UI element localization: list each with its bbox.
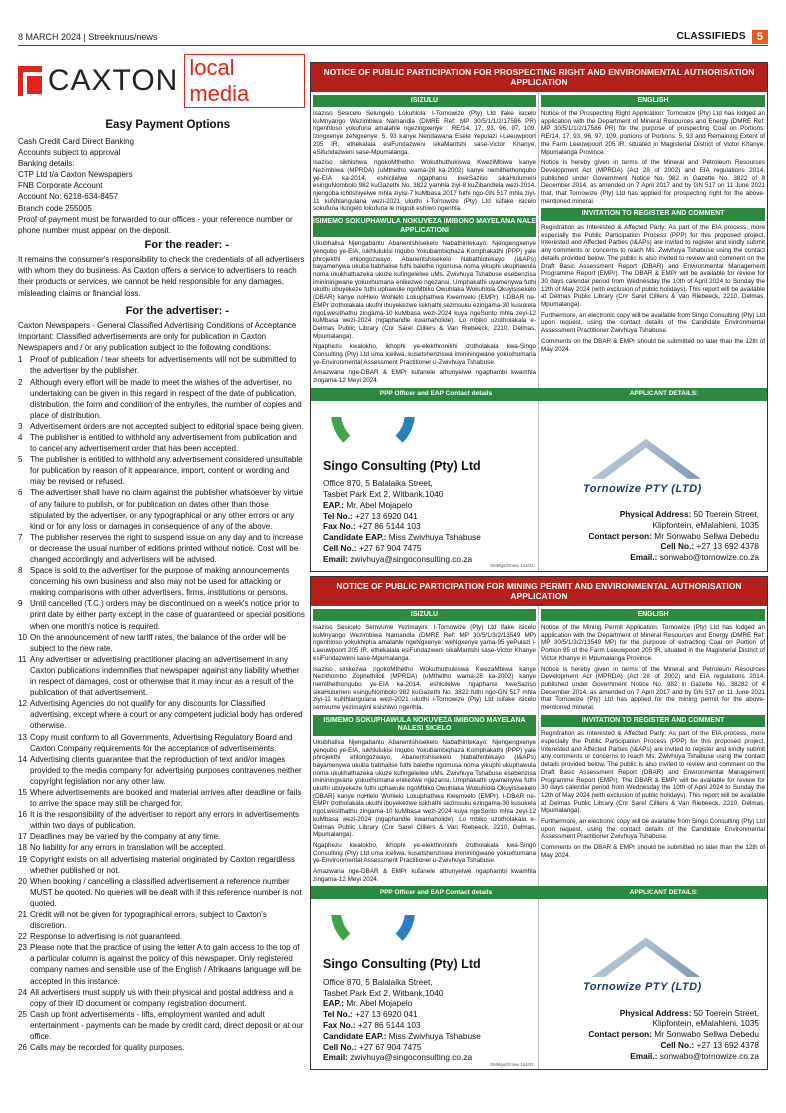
term-text: Copyright exists on all advertising material originated by Caxton regardless whether published or not. xyxy=(30,854,296,875)
term-item xyxy=(18,987,305,1009)
singo-eap: EAP.: Mr. Abel Mojapelo xyxy=(323,998,413,1009)
zu-paragraph: Isaziso sikhishwa ngokoMthetho Wokuthuthukiswa KweziMbiwa kanye Nezimbiwa (MPRDA) (uMthetho wama-28 ka-2002) kanye nemithethonqubo ye-EIA ka-2014, eshicilelwe ngaphansi kweSaziso sikaHulumeni esinguNombolo 982 kuGazethi No. 3822 yamhla ziyi-8 kuZibandlela wezi-2014, njengoba ichitshiyelwe mhla ziyisi-7 kuMbasa 2017 futhi ngo-GN 517 mhla ziyi-11 kuNhlangulana wezi-2021 ukuthi i-Tornowize (Pty) Ltd isifake isicelo sokufuna ilungelo lokufuna le migodi eshiwo ngenhla. xyxy=(313,159,536,213)
term-item xyxy=(18,487,305,531)
term-item xyxy=(18,1009,305,1042)
singo-name: Singo Consulting (Pty) Ltd xyxy=(323,458,481,473)
en-paragraph: Furthermore, an electronic copy will be available from Singo Consulting (Pty) Ltd upon request, using the contact details of the Candidate Environmental Assessment Practitioner Zwivhuya Tshabuse. xyxy=(541,818,765,841)
payment-line: FNB Corporate Account xyxy=(18,181,103,191)
tornowize-logo-text: Tornowize PTY (LTD) xyxy=(583,482,702,495)
term-number: 8 xyxy=(18,566,23,576)
term-number: 11 xyxy=(18,654,27,664)
zu-paragraph: Amazwana nge-DBAR & EMPr kufanele athunyelwe ngaphambi kwamhla zingama-12 Meyi 2024. xyxy=(313,369,536,385)
term-item xyxy=(18,454,305,487)
term-text: Cash up front advertisements - lifts, employment wanted and adult entertainment - payments can be made by credit card, direct deposit or at our office. xyxy=(30,1009,304,1042)
term-number: 10 xyxy=(18,632,27,642)
page-date-publication: 8 MARCH 2024 | Streeknuus/news xyxy=(18,32,158,42)
term-item xyxy=(18,942,305,986)
tw-address: Physical Address: 50 Toerein Street, xyxy=(619,1007,759,1018)
roof-icon xyxy=(591,937,701,977)
en-paragraph: Registration as Interested & Affected Party: As part of the EIA process, more especially the Public Participation Process (PPP) for this proposed project, Interested and Affected Parties (I&APs) are invited to register and kindly submit any comments or concerns to reach Ms. Zwivhuya Tshabuse using the contact details provided below. The public is also invited to review and comment on the Draft Basic Assessment Report (DBAR) and Environmental Management Programme Report (EMPr). The DBAR & EMPr will be available for review for 30 days calendar period from Wednesday the 10th of April 2024 to Sunday the 12th of May 2024 (with exclusion of public holidays). This report will be available at Delmas Public Library (Cnr Sarel Cilliers & Van Riebeeck, 2210, Delmas, Mpumalanga). xyxy=(541,730,765,815)
singo-cell: Cell No.: +27 67 904 7475 xyxy=(323,542,422,553)
term-text: Proof of publication / tear sheets for advertisements will not be submitted to the advertiser by the publisher. xyxy=(30,355,297,376)
payment-line: Banking details: xyxy=(18,159,75,169)
term-item xyxy=(18,842,305,853)
payment-line: Accounts subject to approval xyxy=(18,148,121,158)
zu-paragraph: Ngaphezu kwalokho, ikhophi ye-elekthronikhi izotholakala kwa-Singo Consulting (Pty) Ltd uma iceliwa, kusetshenziswa imininingwane yokuxhumana ye-Environmental Assessment Practitioner u-Zwivhuya Tshabuse. xyxy=(313,343,536,366)
term-text: Credit will not be given for typographical errors, subject to Caxton's discretion. xyxy=(30,910,267,931)
zu-invite-label: ISIMEMO SOKUPHAWULA NOKUVEZA IMIBONO MAYELANA NALESI SICELO xyxy=(313,715,536,736)
term-item xyxy=(18,354,305,376)
term-number: 17 xyxy=(18,832,27,842)
advertiser-intro: Caxton Newspapers - General Classified Advertising Conditions of Acceptance Important: Classified advertisements are only for publication in Caxton Newspapers and / or any publication subject to the following conditions: xyxy=(18,321,297,353)
tornowize-contact xyxy=(539,899,767,1069)
term-number: 16 xyxy=(18,810,27,820)
term-text: Response to advertising is not guaranteed. xyxy=(30,932,183,942)
en-paragraph: Notice of the Mining Permit Application: Tornowize (Pty) Ltd has lodged an application with the Department of Mineral Resources and Energy (DMRE Ref: MP 30/5/1/3/2/13549 MP) for the purpose of extracting Coal on Portion of Portion 95 of the Farm Leeuwpoort 205 IR, situated in the Magisterial District of Victor Khanye in Mpumalanga Province. xyxy=(541,624,765,662)
applicant-label: APPLICANT DETAILS: xyxy=(629,889,699,897)
notice-body xyxy=(311,606,767,887)
term-text: The publisher is entitled to withhold any advertisement from publication and to cancel any advertisement order that has been accepted. xyxy=(30,432,297,454)
term-number: 15 xyxy=(18,787,27,797)
tw-cell: Cell No.: +27 13 692 4378 xyxy=(660,1039,759,1050)
ad-reference: SMMga/Gmee 144/31 xyxy=(489,563,534,569)
tw-contact: Contact person: Mr Sonwabo Sellwa Debedu xyxy=(588,530,759,541)
term-number: 14 xyxy=(18,754,27,764)
term-text: The publisher is entitled to withhold any advertisement considered unsuitable for publication by reason of it appearance, import, content or wording and may be revised or refused. xyxy=(30,455,303,487)
zu-paragraph: Ngaphezu kwalokho, ikhophi ye-elekthronikhi izotholakala kwa-Singo Consulting (Pty) Ltd uma iceliwa, kusetshenziswa imininingwane yokuxhumana ye-Environmental Assessment Practitioner u-Zwivhuya Tshabuse. xyxy=(313,841,536,865)
notice-mining-permit xyxy=(310,576,768,1070)
singo-address-line: Tasbet Park Ext 2, Witbank,1040 xyxy=(323,488,444,499)
term-number: 23 xyxy=(18,943,27,953)
english-label: ENGLISH xyxy=(541,95,765,108)
term-number: 2 xyxy=(18,377,23,387)
term-item xyxy=(18,754,305,787)
ppp-contact-label: PPP Officer and EAP Contact details xyxy=(379,390,493,398)
term-number: 26 xyxy=(18,1043,27,1053)
header-rule xyxy=(18,45,768,46)
en-paragraph: Furthermore, an electronic copy will be available from Singo Consulting (Pty) Ltd upon request, using the contact details of the Candidate Environmental Assessment Practitioner Zwivhuya Tshabuse. xyxy=(541,311,765,335)
term-text: Any advertiser or advertising practitioner placing an advertisement in any Caxton publications indemnifies that newspaper against any liability whether in respect of damages, cost or otherwise that it may incur as a result of the publication of that advertisement. xyxy=(30,654,300,698)
tornowize-details xyxy=(588,1008,759,1062)
term-number: 6 xyxy=(18,488,23,498)
tw-cell: Cell No.: +27 13 692 4378 xyxy=(660,541,759,552)
en-paragraph: Notice is hereby given in terms of the Mineral and Petroleum Resources Development Act (MPRDA) (Act 28 of 2002) and EIA regulations 2014, published under Government Notice No. 982 in Gazette No. 3822 of 8 December 2014, as amended on 7 April 2017 and by GN 517 on 11 June 2021 that, that Tornowize (Pty) Ltd has applied for prospecting right for the above-mentioned mineral. xyxy=(541,159,765,205)
term-number: 3 xyxy=(18,421,23,431)
term-text: Advertising clients guarantee that the reproduction of text and/or images provided to the media company for advertising purposes contravenes neither copyright legislation nor any other law. xyxy=(30,754,302,786)
notice-title: NOTICE OF PUBLIC PARTICIPATION FOR MINING PERMIT AND ENVIRONMENTAL AUTHORISATION APPLICATION xyxy=(311,577,767,606)
term-text: Please note that the practice of using the letter A to gain access to the top of a particular column is against the policy of this newspaper. Only registered company names and sensible use of the English / Afrikaans language will be accepted in this instance. xyxy=(30,943,301,986)
zu-invite-label: ISIMEMO SOKUPHAWULA NOKUVEZA IMIBONO MAYELANA NALE APPLICATIONI xyxy=(313,216,536,237)
term-item xyxy=(18,876,305,909)
reader-title: For the reader: - xyxy=(144,238,229,251)
payment-line: Cash Credit Card Direct Banking xyxy=(18,137,135,147)
term-text: Advertisement orders are not accepted subject to editorial space being given. xyxy=(30,421,304,431)
notice-body xyxy=(311,92,767,388)
term-text: Where advertisements are booked and material arrives after deadline or fails to arrive the space may still be charged for. xyxy=(30,787,302,809)
singo-contact xyxy=(311,401,539,571)
term-number: 4 xyxy=(18,432,23,442)
term-number: 5 xyxy=(18,455,23,465)
singo-email[interactable]: Email: zwivhuya@singoconsulting.co.za xyxy=(323,1052,473,1063)
singo-email[interactable]: Email: zwivhuya@singoconsulting.co.za xyxy=(323,553,473,564)
zu-paragraph: Ukubhalisa Njengabantu Abanentshisekelo Nabathintekayo: Njengengxenye yenqubo ye-EIA, iukhlulukisi Inqubo Yokubambiqhaza Komphakathi (PPP) yale phrojekthi ehlongozwayo, Abanentshisekelo Nabathintekayo (I&APs) bayamenywa ukuba babhalise futhi balethe ngomusa noma yikuphi ukuphawula noma ukukhathazeka ukuze kufingelelwe uMs. Zwivhuya Tshabuse esebenzisa imininingwane yokuxhumana enikezwe ngezansi. Umphakathi uyamenywa futhi ukuthi ubuyekeze futhi uphawule ngoMbiko Owuhlaka Wokuhlola Okuyisisekelo (DBAR) kanye noHlelo Wohlelo Lokuphathwa Kwemvelo (EMPr). I-DBAR ne-EMPr izotholakala ukuthi ibuyekezwe isikhathi sezinsuku ezingama-30 kusukela ngoLwesithathu zingama-10 kuMbasa wezi-2024 kuya ngeSonto mhla zeyi-12 kuMbasa wezi-2024 (ngaphandle kwamaholide). Lo mbiko uzotholakala e-Delmas Public Library (Cnr Sarel Cilliers & Van Riebeeck, 2210, Delmas, Mpumalanga). xyxy=(313,240,536,340)
term-text: Deadlines may be varied by the company at any time. xyxy=(30,832,221,842)
en-paragraph: Notice is hereby given in terms of the Mineral and Petroleum Resources Development Act (MPRDA) (Act 28 of 2002) and EIA regulations 2014, published under Government Notice No. 982 in Gazette No. 38282 of 4 December 2014, as amended on 7 April 2017 and by GN 517 on 11 June 2021 that Tornowize (Pty) Ltd has applied for the mining permit for the above-mentioned mineral. xyxy=(541,665,765,712)
payment-line: Account No: 6218-634-8457 xyxy=(18,192,119,202)
singo-tel: Tel No.: +27 13 6920 041 xyxy=(323,510,418,521)
tw-address: Physical Address: 50 Toerein Street, xyxy=(619,508,759,519)
term-text: Until cancelled (T.C.) orders may be discontinued on a week's notice prior to print date by either party except in the case of guaranteed or special positions when one month's notice is required. xyxy=(30,599,305,631)
term-number: 1 xyxy=(18,355,23,365)
singo-logo-icon xyxy=(323,413,532,455)
zu-paragraph: Isaziso Sesicelo Selungelo Lokuhlola: I-Tornowize (Pty) Ltd ifake isicelo kuMnyango Wezimbiwa Namandla (DMRE Ref: MP 30/5/1/1/2/17586 PR) ngenhloso yokufuna amalahle ngezingxenye : RE/14, 17, 93, 96, 97, 109, Izingxenye zeNgxenye: 5, 93 kanye Nendawana Esele Yepulazi i-Leeuwpoort 205 IR, ethekalala esiFundazweni sikaMantshi sase-Victor Khanye, eSifundazweni sase-Mpumalanga. xyxy=(313,110,536,156)
payment-line: CTP Ltd t/a Caxton Newspapers xyxy=(18,170,133,180)
term-number: 18 xyxy=(18,843,27,853)
singo-fax: Fax No.: +27 86 5144 103 xyxy=(323,1019,421,1030)
term-item xyxy=(18,787,305,809)
term-item xyxy=(18,831,305,842)
term-text: Calls may be recorded for quality purposes. xyxy=(30,1043,185,1053)
payment-line: Branch code 255005 xyxy=(18,203,92,213)
term-item xyxy=(18,632,305,654)
singo-fax: Fax No.: +27 86 5144 103 xyxy=(323,521,421,532)
singo-contact xyxy=(311,899,539,1069)
english-column xyxy=(539,606,767,887)
logo-sub: local media xyxy=(184,54,305,108)
singo-candidate: Candidate EAP.: Miss Zwivhuya Tshabuse xyxy=(323,1030,481,1041)
tornowize-details xyxy=(588,509,759,563)
zu-paragraph: Isaziso sinikezwa ngokoMthetho Wokuthuthukiswa KwezaMbiwa kanye Nezithombo Zophethiloli (MPRDA) (uMthetho wama-28 ka-2002) kanye nemithethonqubo ye-EIA ka-2014, eshicilelwe ngaphansi kweSaziso sikaHulumeni esinguNombolo 982 kuGazethi No. 3822 futhi ngo-GN 517 mhla ziyi-11 kuNhlangulana wezi-2021 ukuthi i-Tornowize (Pty) Ltd isifake isicelo semvume yezimayini esishiwo ngenhla. xyxy=(313,665,536,712)
term-number: 9 xyxy=(18,599,23,609)
payment-line: Proof of payment must be forwarded to our offices - your reference number or phone number must appear on the deposit. xyxy=(18,214,293,235)
tornowize-logo xyxy=(573,935,723,1005)
contact-separator xyxy=(311,886,767,899)
term-item xyxy=(18,432,305,454)
zu-paragraph: Amazwana nge-DBAR & EMPr kufanele athunyelwe ngaphambi kwamhla zingama-12 Meyi 2024. xyxy=(313,868,536,883)
term-number: 7 xyxy=(18,532,23,542)
en-invite-label: INVITATION TO REGISTER AND COMMENT xyxy=(541,715,765,728)
advertiser-title: For the advertiser: - xyxy=(125,304,229,317)
roof-icon xyxy=(591,439,701,479)
singo-logo-icon xyxy=(323,911,532,953)
notice-prospecting xyxy=(310,62,768,572)
tornowize-logo xyxy=(573,437,723,507)
term-number: 25 xyxy=(18,1009,27,1019)
english-column xyxy=(539,92,767,388)
isizulu-label: ISIZULU xyxy=(313,95,536,108)
tw-address-line: Klipfontein, eMalahleni, 1035 xyxy=(652,1018,759,1029)
isizulu-label: ISIZULU xyxy=(313,609,536,622)
section-title: CLASSIFIEDS xyxy=(676,30,746,42)
singo-address-line: Tasbet Park Ext 2, Witbank,1040 xyxy=(323,987,444,998)
term-item xyxy=(18,931,305,942)
payment-details xyxy=(18,136,305,236)
en-paragraph: Notice of the Prospecting Right Application: Tornowize (Pty) Ltd has lodged an application with the Department of Mineral Resources and Energy (DMRE Ref: MP 30/5/1/1/2/17586 PR) for the purpose of prospecting Coal on Portions: RE/14, 17, 93, 96, 97, 109, portions of Portions: 5, 93 and Remaining Extent of the Farm Leeuwpoort 205 IR, situated in Magisterial District of Victor Khanye, Mpumalanga Province. xyxy=(541,110,765,156)
singo-details xyxy=(323,977,532,1063)
term-item xyxy=(18,698,305,731)
term-text: All advertisers must supply us with their physical and postal address and a copy of their ID document or company registration document. xyxy=(30,987,294,1008)
en-paragraph: Comments on the DBAR & EMPr should be submitted no later than the 12th of May 2024. xyxy=(541,337,765,353)
term-text: Although every effort will be made to meet the wishes of the advertiser, no undertaking can be given in this regard in respect of the date of publication, distribution, the form and condition of the entry/ies, the number of copies and place of distribution. xyxy=(30,377,302,420)
singo-candidate: Candidate EAP.: Miss Zwivhuya Tshabuse xyxy=(323,532,481,543)
term-text: No liability for any errors in translation will be accepted. xyxy=(30,843,226,853)
singo-tel: Tel No.: +27 13 6920 041 xyxy=(323,1009,418,1020)
isizulu-column xyxy=(311,92,539,388)
term-text: The advertiser shall have no claim against the publisher whatsoever by virtue of any failure to publish, or for publication on dates other than those stipulated by the advertiser, or any typographical or any other errors or any kind or for any loss or damages in consequence of any of the above. xyxy=(30,488,304,531)
tornowize-contact xyxy=(539,401,767,571)
notice-title: NOTICE OF PUBLIC PARTICIPATION FOR PROSPECTING RIGHT AND ENVIRONMENTAL AUTHORISATION APPLICATION xyxy=(311,63,767,92)
contacts-block xyxy=(311,899,767,1069)
tw-email[interactable]: Email.: sonwabo@tornowize.co.za xyxy=(630,552,759,563)
english-label: ENGLISH xyxy=(541,609,765,622)
term-item xyxy=(18,598,305,631)
term-item xyxy=(18,421,305,432)
caxton-terms-column xyxy=(18,55,305,1098)
en-paragraph: Registration as Interested & Affected Party: As part of the EIA process, more especially the Public Participation Process (PPP) for this proposed project, Interested and Affected Parties (I&APs) are invited to register and kindly submit any comments or concerns to reach Ms. Zwivhuya Tshabuse using the contact details provided below. The public is also invited to review and comment on the Draft Basic Assessment Report (DBAR) and Environmental Management Programme Report (EMPr). The DBAR & EMPr will be available for review for 30 days calendar period from Wednesday the 10th of April 2024 to Sunday the 12th of May 2024 (with exclusion of public holidays). This report will be available at Delmas Public Library (Cnr Sarel Cilliers & Van Riebeeck, 2210, Delmas, Mpumalanga). xyxy=(541,224,765,309)
caxton-logo xyxy=(18,55,305,106)
en-invite-label: INVITATION TO REGISTER AND COMMENT xyxy=(541,208,765,221)
term-item xyxy=(18,909,305,931)
section-header xyxy=(676,30,768,44)
term-item xyxy=(18,565,305,598)
term-item xyxy=(18,654,305,698)
ad-reference: SMMga/Gmee 144/31 xyxy=(489,1062,534,1067)
term-item xyxy=(18,532,305,565)
term-text: On the announcement of new tariff rates, the balance of the order will be subject to the new rate. xyxy=(30,632,287,653)
singo-address-line: Office 870, 5 Balalaika Street, xyxy=(323,478,433,489)
term-number: 12 xyxy=(18,699,27,709)
term-item xyxy=(18,377,305,421)
term-number: 21 xyxy=(18,910,27,920)
isizulu-column xyxy=(311,606,539,887)
singo-address-line: Office 870, 5 Balalaika Street, xyxy=(323,976,433,987)
terms-list xyxy=(18,354,305,1053)
term-number: 13 xyxy=(18,732,27,742)
term-text: The publisher reserves the right to suspend issue on any day and to increase or decrease the usual number of editions printed without notice. Cost will be changed accordingly and advertisers will be advised. xyxy=(30,532,304,565)
tw-email[interactable]: Email.: sonwabo@tornowize.co.za xyxy=(630,1050,759,1061)
page-number: 5 xyxy=(752,30,768,44)
easy-payment-title: Easy Payment Options xyxy=(105,119,230,131)
term-text: When booking / cancelling a classified advertisement a reference number MUST be quoted. No queries will be dealt with if this reference number is not quoted. xyxy=(30,876,302,908)
term-number: 19 xyxy=(18,854,27,864)
contacts-block xyxy=(311,401,767,571)
tw-address-line: Klipfontein, eMalahleni, 1035 xyxy=(652,519,759,530)
logo-brand: CAXTON xyxy=(47,63,179,97)
ppp-contact-label: PPP Officer and EAP Contact details xyxy=(379,889,493,897)
zu-paragraph: Ukubhalisa Njengabantu Abanentshisekelo Nabathintekayo: Njengengxenye yenqubo ye-EIA, iukhlulukisi Inqubo Yokubambiqhaza Komphakathi (PPP) yale phrojekthi ehlongozwayo, Abanentshisekelo Nabathintekayo (I&APs) bayamenywa ukuba babhalise futhi balethe ngomusa noma yikuphi ukuphawula noma ukukhathazeka ukuze kufingelelwe uMs. Zwivhuya Tshabuse esebenzisa imininingwane yokuxhumana enikezwe ngezansi. Umphakathi uyamenywa futhi ukuthi ubuyekeze futhi uphawule ngoMbiko Owuhlaka Wokuhlola Okuyisisekelo (DBAR) kanye noHlelo Wohlelo Lokuphathwa Kwemvelo (EMPr). I-DBAR ne-EMPr izotholakala ukuthi ibuyekezwe isikhathi sezinsuku ezingama-30 kusukela ngoLwesithathu zingama-10 kuMbasa wezi-2024 kuya ngeSonto mhla zeyi-12 kuMbasa wezi-2024 (ngaphandle kwamaholide). Lo mbiko uzotholakala e-Delmas Public Library (Cnr Sarel Cilliers & Van Riebeeck, 2210, Delmas, Mpumalanga). xyxy=(313,738,536,839)
term-text: Copy must conform to all Governments, Advertising Regulatory Board and Caxton Company requirements for the acceptance of advertisements. xyxy=(30,732,293,753)
term-item xyxy=(18,1042,305,1053)
singo-name: Singo Consulting (Pty) Ltd xyxy=(323,957,481,972)
singo-cell: Cell No.: +27 67 904 7475 xyxy=(323,1041,422,1052)
term-item xyxy=(18,732,305,754)
term-item xyxy=(18,809,305,831)
reader-text: It remains the consumer's responsibility to check the credentials of all advertisers with whom they do business. As Caxton offers a service to advertisers to reach their products or services, we cannot be held responsible for any damages, misleading claims or financial loss. xyxy=(18,255,305,298)
term-number: 20 xyxy=(18,876,27,886)
caxton-c-icon xyxy=(18,66,42,96)
term-text: It is the responsibility of the advertiser to report any errors in advertisements within two days of publication. xyxy=(30,810,300,831)
contact-separator xyxy=(311,388,767,401)
en-paragraph: Comments on the DBAR & EMPr should be submitted no later than the 12th of May 2024. xyxy=(541,844,765,859)
term-number: 22 xyxy=(18,932,27,942)
zu-paragraph: Isaziso Sesicelo Semvume Yezimayini: I-Tornowize (Pty) Ltd ifake isicelo kuMnyango Wezimbiwa Namandla (DMRE Ref: MP 30/5/1/3/2/13549 MP) ngenhloso yokukhipha amalahle ngeNgxenye: weNgxenye yama-95 yePulazi i-Leeuwpoort 205 IR, ethekalala esiFundazweni sikaMantshi sase-Victor Khanye esiFundazweni sase-Mpumalanga. xyxy=(313,624,536,662)
term-text: Space is sold to the advertiser for the purpose of making announcements concerning his own business and also may not be used for attacking or making comparisons with other advertisers, firms, institutions or persons. xyxy=(30,566,290,598)
applicant-label: APPLICANT DETAILS: xyxy=(629,390,699,398)
term-number: 24 xyxy=(18,987,27,997)
tw-contact: Contact person: Mr Sonwabo Sellwa Debedu xyxy=(588,1029,759,1040)
tornowize-logo-text: Tornowize PTY (LTD) xyxy=(583,981,702,994)
singo-eap: EAP.: Mr. Abel Mojapelo xyxy=(323,499,413,510)
term-text: Advertising Agencies do not qualify for any discounts for Classified advertising, except where a court or any competent judicial body has ordered otherwise. xyxy=(30,699,303,731)
singo-details xyxy=(323,478,532,564)
term-item xyxy=(18,854,305,876)
